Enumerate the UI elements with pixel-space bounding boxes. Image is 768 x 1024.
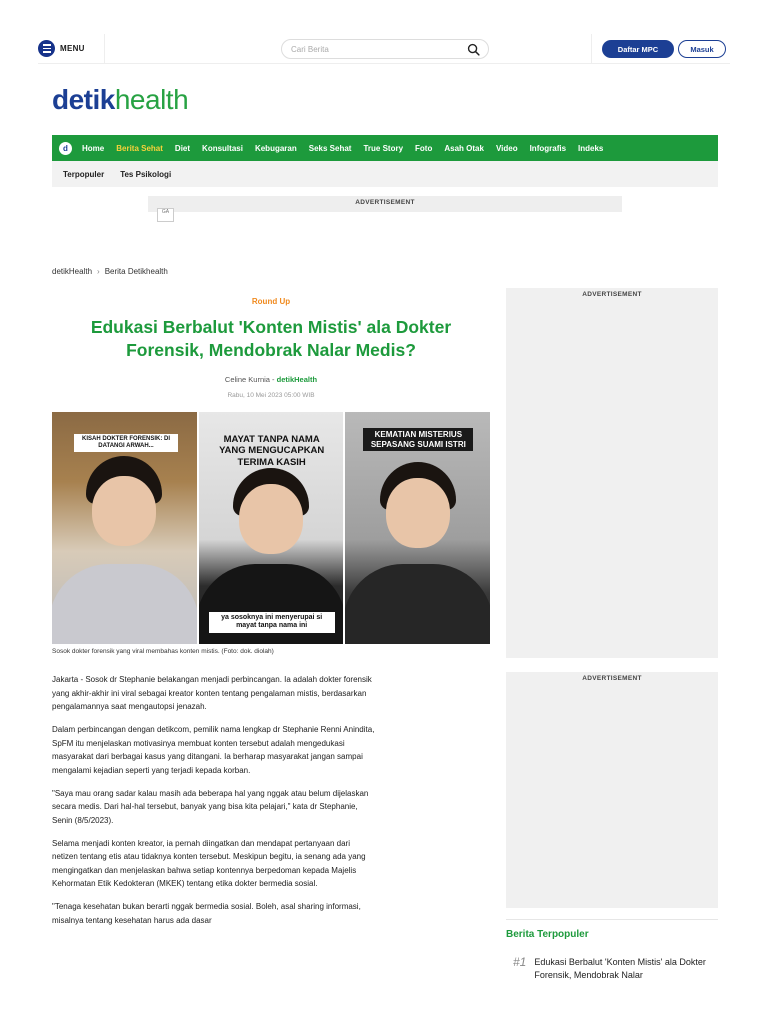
popular-item[interactable] [513,956,718,981]
ad-choices-icon[interactable]: GA [157,208,174,222]
article-paragraph: Selama menjadi konten kreator, ia pernah diingatkan dan mendapat pertanyaan dari netizen tentang etis atau tidaknya konten tersebut. Meskipun begitu, ia senang ada yang mengingatkan dan menjelaskan bahwa setiap kontennya berpedoman kepada Majelis Kehormatan Etik Kedokteran (MKEK) tentang etika dokter bermedia sosial. [52,838,366,888]
main-nav [52,135,718,161]
logo-part-detik: detik [52,84,115,115]
nav-item-kebugaran[interactable]: Kebugaran [254,143,297,153]
article-kicker[interactable]: Round Up [251,297,291,306]
photo-caption-panel-1: KISAH DOKTER FORENSIK: DI DATANGI ARWAH... [74,434,178,452]
photo-figure [345,564,490,644]
photo-caption-panel-2-top: MAYAT TANPA NAMA YANG MENGUCAPKAN TERIMA KASIH [219,434,325,468]
nav-item-seks-sehat[interactable]: Seks Sehat [308,143,352,153]
nav-item-true-story[interactable]: True Story [363,143,404,153]
article-photo [52,412,490,644]
author-name[interactable]: Celine Kurnia [224,375,270,384]
popular-rank: #1 [513,955,527,969]
detikhealth-logo[interactable] [52,84,188,116]
nav-item-infografis[interactable]: Infografis [529,143,567,153]
ad-label: ADVERTISEMENT [582,291,642,298]
popular-section-title: Berita Terpopuler [506,929,589,940]
photo-figure [239,484,303,554]
detik-d-icon[interactable]: d [59,142,72,155]
photo-panel-2 [199,412,344,644]
popular-title-link[interactable]: Edukasi Berbalut 'Konten Mistis' ala Dokter Forensik, Mendobrak Nalar [534,957,706,980]
breadcrumb [52,267,168,276]
nav-item-home[interactable]: Home [82,143,105,153]
masuk-button[interactable]: Masuk [678,40,726,58]
nav-item-diet[interactable]: Diet [174,143,191,153]
sidebar-advertisement[interactable] [506,672,718,908]
article-paragraph: Dalam perbincangan dengan detikcom, pemilik nama lengkap dr Stephanie Renni Anindita, SpFM itu menjelaskan motivasinya membuat konten tersebut adalah mengedukasi masyarakat dari berbagai kasus yang ditangani. Ia berharap masyarakat jangan sampai mengalami kejadian seperti yang terjadi kepada korban. [52,725,375,775]
photo-figure [386,478,450,548]
top-bar [38,34,730,64]
sub-nav [52,161,718,187]
article-date: Rabu, 10 Mei 2023 05:00 WIB [227,392,315,399]
article-title: Edukasi Berbalut 'Konten Mistis' ala Dokter Forensik, Mendobrak Nalar Medis? [90,317,452,360]
nav-item-konsultasi[interactable]: Konsultasi [202,143,243,153]
ad-label: ADVERTISEMENT [582,675,642,682]
photo-caption-panel-2-bottom: ya sosoknya ini menyerupai si mayat tanpa nama ini [209,612,335,633]
byline-separator: - [269,375,277,384]
divider [104,34,105,64]
nav-item-indeks[interactable]: Indeks [578,143,604,153]
article-paragraph: "Saya mau orang sadar kalau masih ada beberapa hal yang nggak atau belum dijelaskan secara medis. Dari hal-hal tersebut, banyak yang bisa kita pelajari," kata dr Stephanie, Senin (8/5/2023). [52,788,369,825]
photo-figure [52,564,197,644]
menu-label: MENU [60,44,85,53]
photo-caption: Sosok dokter forensik yang viral membahas konten mistis. (Foto: dok. diolah) [52,648,274,655]
nav-item-foto[interactable]: Foto [415,143,433,153]
photo-caption-panel-3: KEMATIAN MISTERIUS SEPASANG SUAMI ISTRI [363,428,473,451]
article-body [52,673,377,937]
search-box [281,39,489,59]
article-source[interactable]: detikHealth [276,375,318,384]
article-byline [52,375,490,384]
nav-item-asah-otak[interactable]: Asah Otak [444,143,484,153]
breadcrumb-item-detikhealth[interactable]: detikHealth [52,267,93,276]
search-icon[interactable] [467,43,480,56]
photo-panel-3 [345,412,490,644]
article-paragraph: Jakarta - Sosok dr Stephanie belakangan menjadi perbincangan. Ia adalah dokter forensik yang akhir-akhir ini viral sebagai kreator konten tentang pengalaman mistis, berdasarkan pengalamannya saat mengautopsi jenazah. [52,675,372,711]
subnav-item-terpopuler[interactable]: Terpopuler [63,169,105,179]
divider [591,34,592,64]
menu-button[interactable] [38,40,85,57]
photo-panel-1 [52,412,197,644]
article-paragraph: "Tenaga kesehatan bukan berarti nggak bermedia sosial. Boleh, asal sharing informasi, misalnya tentang kesehatan harus ada dasar [52,902,361,925]
hamburger-icon [38,40,55,57]
sidebar-advertisement[interactable] [506,288,718,658]
search-input[interactable] [291,45,461,54]
top-advertisement: ADVERTISEMENT [148,196,622,212]
nav-item-berita-sehat[interactable]: Berita Sehat [116,143,163,153]
photo-figure [92,476,156,546]
divider [506,919,718,920]
breadcrumb-item-berita-detikhealth[interactable]: Berita Detikhealth [104,267,168,276]
nav-item-video[interactable]: Video [495,143,518,153]
daftar-mpc-button[interactable]: Daftar MPC [602,40,674,58]
logo-part-health: health [114,84,189,115]
chevron-right-icon: › [97,267,100,276]
subnav-item-tes-psikologi[interactable]: Tes Psikologi [120,169,172,179]
